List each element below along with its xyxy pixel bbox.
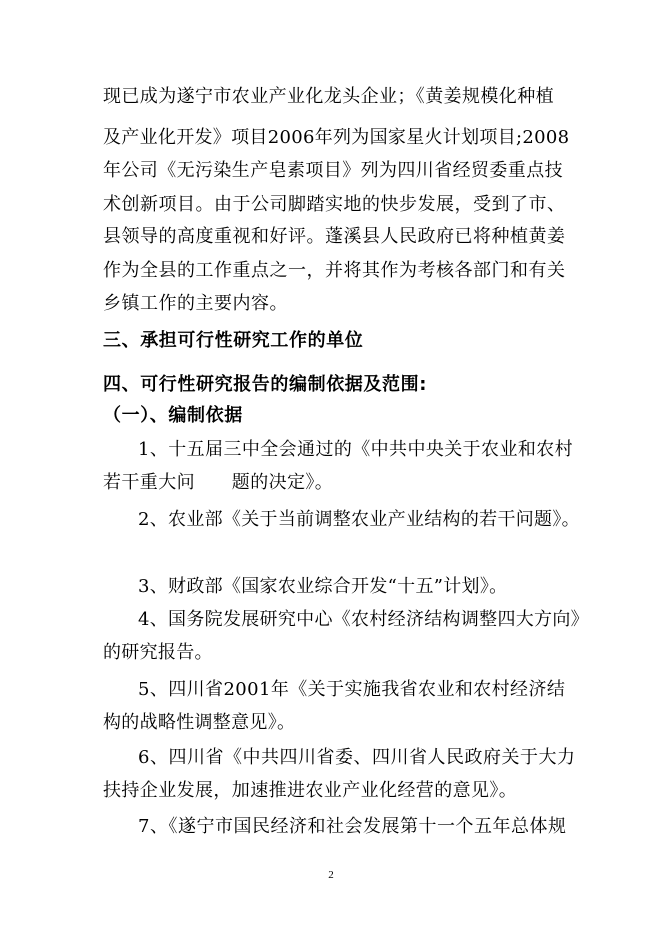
intro-line-7: 乡镇工作的主要内容。	[103, 293, 288, 314]
intro-line-2: 及产业化开发》项目2006年列为国家星火计划项目;2008	[103, 127, 570, 148]
basis-item-2-line-1: 2、农业部《关于当前调整农业产业结构的若干问题》。	[138, 509, 580, 530]
intro-line-4: 术创新项目。由于公司脚踏实地的快步发展，受到了市、	[103, 194, 566, 215]
page-number: 2	[328, 869, 334, 881]
basis-item-1-line-1: 1、十五届三中全会通过的《中共中央关于农业和农村	[138, 439, 574, 460]
section-4-heading: 四、可行性研究报告的编制依据及范围:	[103, 374, 427, 395]
basis-item-3-line-1: 3、财政部《国家农业综合开发“十五”计划》。	[138, 576, 508, 597]
basis-item-5-line-1: 5、四川省2001年《关于实施我省农业和农村经济结	[138, 679, 566, 700]
basis-item-7-line-1: 7、《遂宁市国民经济和社会发展第十一个五年总体规	[138, 816, 567, 837]
basis-item-4-line-1: 4、国务院发展研究中心《农村经济结构调整四大方向》	[138, 609, 589, 630]
intro-line-3: 年公司《无污染生产皂素项目》列为四川省经贸委重点技	[103, 160, 563, 181]
basis-item-6-line-1: 6、四川省《中共四川省委、四川省人民政府关于大力	[138, 747, 576, 768]
basis-item-6-line-2: 扶持企业发展，加速推进农业产业化经营的意见》。	[103, 780, 518, 801]
intro-line-6: 作为全县的工作重点之一，并将其作为考核各部门和有关	[103, 260, 566, 281]
subsection-1-heading: （一）、编制依据	[103, 405, 243, 426]
basis-item-5-line-2: 构的战略性调整意见》。	[103, 712, 296, 733]
section-3-heading: 三、承担可行性研究工作的单位	[103, 330, 364, 351]
intro-line-5: 县领导的高度重视和好评。蓬溪县人民政府已将种植黄姜	[103, 226, 566, 247]
basis-item-1-line-2: 若干重大问 题的决定》。	[103, 472, 334, 493]
basis-item-4-line-2: 的研究报告。	[103, 642, 213, 663]
intro-line-1: 现已成为遂宁市农业产业化龙头企业；《黄姜规模化种植	[103, 86, 554, 107]
